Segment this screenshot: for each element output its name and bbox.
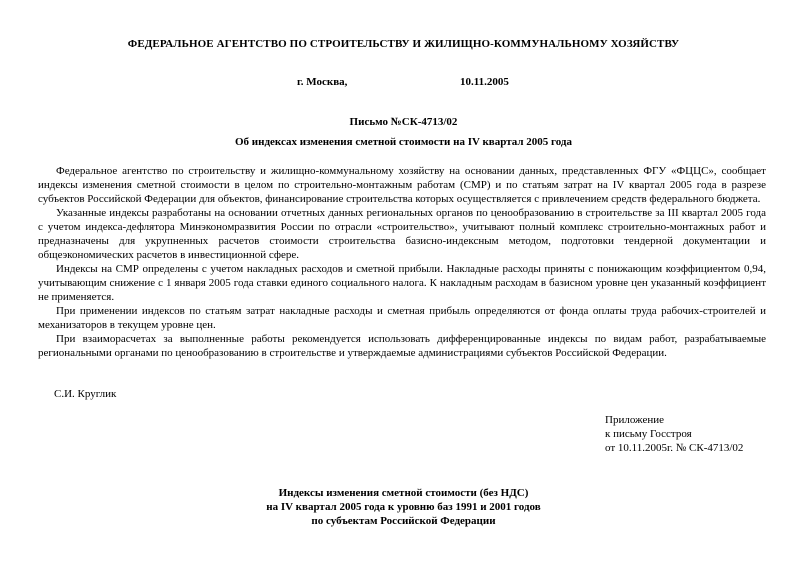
paragraph-1: Федеральное агентство по строительству и жилищно-коммунальному хозяйству на основании данных, представленных ФГУ «ФЦЦС», сообщает индексы изменения сметной стоимости в целом по строительно-монтажным работам (СМР) и по статьям затрат на IV квартал 2005 года в разрезе субъектов Российской Федерации для объектов, финансирование строительства которых осуществляется с привлечением средств федерального бюджета.: [38, 165, 766, 205]
table-title-line: по субъектам Российской Федерации: [311, 515, 496, 527]
paragraph-5: При взаиморасчетах за выполненные работы рекомендуется использовать дифференцированные индексы по видам работ, разрабатываемые региональными органами по ценообразованию в строительстве и утверждаемые администрациями субъектов Российской Федерации.: [38, 333, 766, 359]
table-title-line: на IV квартал 2005 года к уровню баз 1991 и 2001 годов: [266, 501, 541, 513]
appendix-line: от 10.11.2005г. № СК-4713/02: [605, 442, 744, 454]
paragraph-4: При применении индексов по статьям затрат накладные расходы и сметная прибыль определяются от фонда оплаты труда рабочих-строителей и механизаторов в текущем уровне цен.: [38, 305, 766, 331]
appendix-line: к письму Госстроя: [605, 428, 692, 440]
letter-body: [38, 164, 766, 360]
letter-number: Письмо №СК-4713/02: [349, 116, 458, 128]
signature: С.И. Круглик: [54, 388, 117, 400]
paragraph-3: Индексы на СМР определены с учетом накладных расходов и сметной прибыли. Накладные расходы приняты с понижающим коэффициентом 0,94, учитывающим снижение с 1 января 2005 года ставки единого социального налога. К накладным расходам в базисном уровне цен указанный коэффициент не применяется.: [38, 263, 766, 303]
table-title: [0, 486, 807, 528]
table-title-line: Индексы изменения сметной стоимости (без НДС): [278, 487, 529, 499]
letter-date: 10.11.2005: [460, 76, 509, 88]
agency-name: ФЕДЕРАЛЬНОЕ АГЕНТСТВО ПО СТРОИТЕЛЬСТВУ И ЖИЛИЩНО-КОММУНАЛЬНОМУ ХОЗЯЙСТВУ: [127, 38, 680, 50]
appendix-line: Приложение: [605, 414, 665, 426]
letter-place: г. Москва,: [297, 76, 348, 88]
letter-subject: Об индексах изменения сметной стоимости на IV квартал 2005 года: [234, 136, 572, 148]
appendix-note: [605, 413, 795, 455]
paragraph-2: Указанные индексы разработаны на основании отчетных данных региональных органов по ценообразованию в строительстве за III квартал 2005 года с учетом индекса-дефлятора Минэкономразвития России по отрасли «строительство», учитывают полный комплекс строительно-монтажных работ и предназначены для укрупненных расчетов стоимости строительства базисно-индексным методом, подготовки тендерной документации и общеэкономических расчетов в инвестиционной сфере.: [38, 207, 766, 261]
